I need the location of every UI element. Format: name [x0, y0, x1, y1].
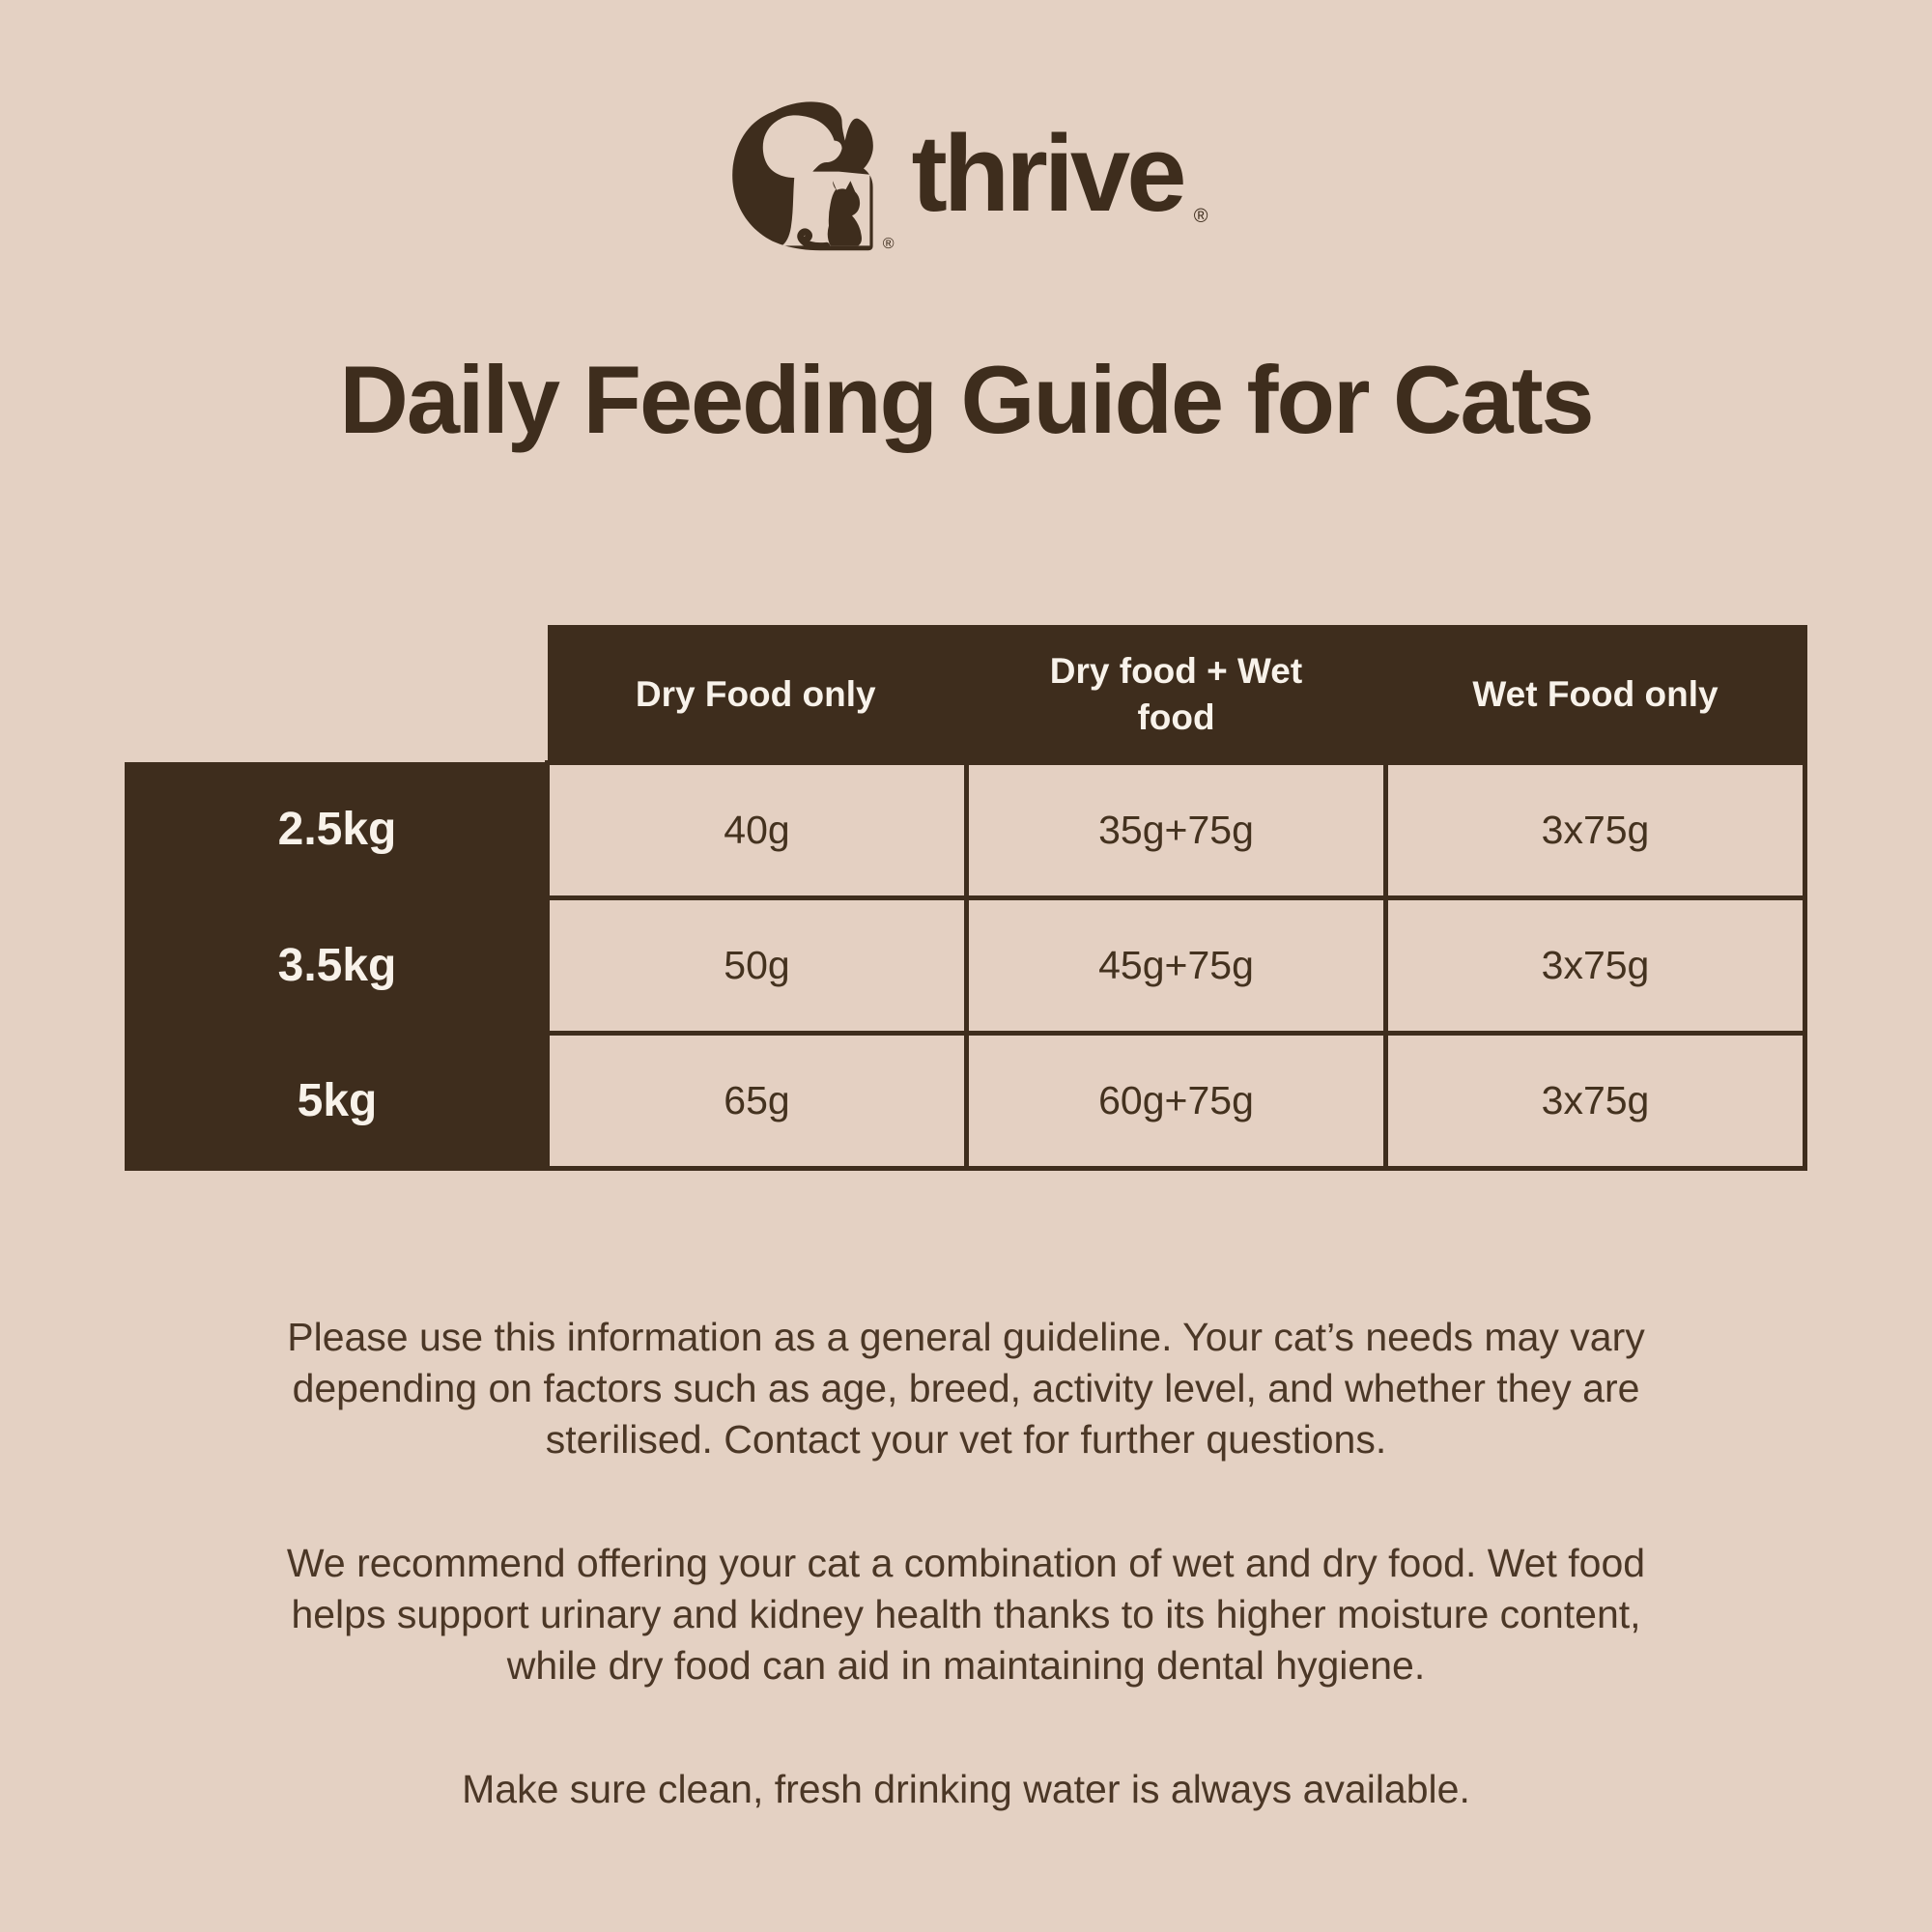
note-line: sterilised. Contact your vet for further questions.	[545, 1417, 1387, 1463]
table-header-row	[128, 627, 1805, 762]
registered-trademark-icon: ®	[1193, 206, 1208, 227]
guideline-note	[0, 1312, 1932, 1466]
brand-wordmark	[911, 113, 1208, 234]
brand-logo	[0, 0, 1932, 255]
feeding-table	[125, 625, 1807, 1171]
note-line: helps support urinary and kidney health thanks to its higher moisture content,	[291, 1592, 1641, 1637]
brand-wordmark-text: thrive	[911, 113, 1183, 234]
feeding-value-cell: 3x75g	[1386, 762, 1805, 897]
table-row	[128, 897, 1805, 1033]
note-line: Please use this information as a general guideline. Your cat’s needs may vary	[287, 1314, 1645, 1359]
row-label-3-5kg: 3.5kg	[128, 897, 548, 1033]
table-row	[128, 1033, 1805, 1168]
feeding-value-cell: 3x75g	[1386, 897, 1805, 1033]
note-line: depending on factors such as age, breed, activity level, and whether they are	[292, 1366, 1640, 1411]
row-label-2-5kg: 2.5kg	[128, 762, 548, 897]
dog-cat-logo-icon	[724, 100, 895, 255]
recommendation-note	[0, 1538, 1932, 1692]
registered-trademark-icon: ®	[882, 236, 895, 252]
feeding-value-cell: 65g	[548, 1033, 967, 1168]
column-header-dry-food-only: Dry Food only	[548, 627, 967, 762]
feeding-value-cell: 3x75g	[1386, 1033, 1805, 1168]
page-title: Daily Feeding Guide for Cats	[339, 346, 1593, 453]
feeding-value-cell: 35g+75g	[967, 762, 1386, 897]
column-header-wet-food-only: Wet Food only	[1386, 627, 1805, 762]
column-header-dry-plus-wet: Dry food + Wet food	[967, 627, 1386, 762]
table-corner-cell	[128, 627, 548, 762]
feeding-value-cell: 50g	[548, 897, 967, 1033]
feeding-value-cell: 40g	[548, 762, 967, 897]
row-label-5kg: 5kg	[128, 1033, 548, 1168]
note-line: Make sure clean, fresh drinking water is always available.	[462, 1766, 1470, 1811]
note-line: We recommend offering your cat a combination of wet and dry food. Wet food	[286, 1540, 1646, 1585]
water-note	[0, 1764, 1932, 1815]
feeding-value-cell: 60g+75g	[967, 1033, 1386, 1168]
note-line: while dry food can aid in maintaining dental hygiene.	[506, 1643, 1426, 1689]
notes-section	[0, 1312, 1932, 1815]
table-row	[128, 762, 1805, 897]
feeding-value-cell: 45g+75g	[967, 897, 1386, 1033]
